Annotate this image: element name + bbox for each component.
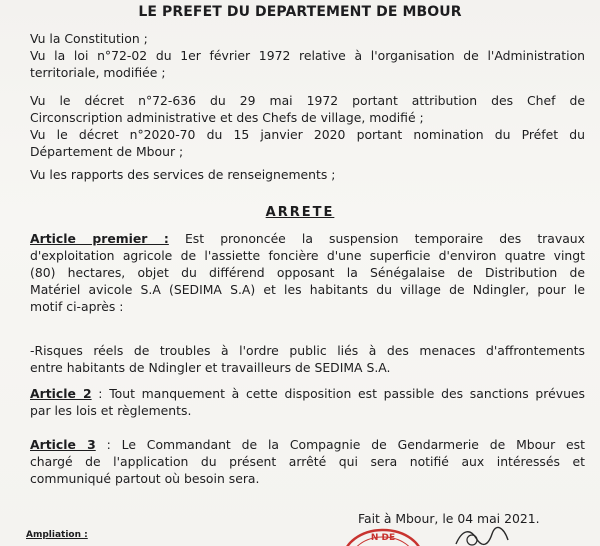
article-3-line3: communiqué partout où besoin sera. [30,471,260,486]
article-premier-line4: Matériel avicole S.A (SEDIMA S.A) et les habitants du village de Ndingler, pour le [30,282,585,297]
stamp-icon [338,526,428,546]
article-premier-line3: (80) hectares, objet du différend opposant la Sénégalaise de Distribution de [30,265,585,280]
ampliation-label: Ampliation : [26,530,88,540]
visa-decret2-line2: Département de Mbour ; [30,144,184,159]
document-title: LE PREFET DU DEPARTEMENT DE MBOUR [138,4,462,20]
article-2 [30,385,585,419]
motif-line2: entre habitants de Ndingler et travailleurs de SEDIMA S.A. [30,360,391,375]
visa-decret2-line1: Vu le décret n°2020-70 du 15 janvier 2020 portant nomination du Préfet du [30,127,585,142]
article-premier [30,230,585,315]
official-stamp [338,526,428,546]
article-premier-label: Article premier : [30,231,169,246]
fait-a-mbour: Fait à Mbour, le 04 mai 2021. [358,511,540,526]
article-3-line2: chargé de l'application du présent arrêté qui sera notifié aux intéressés et [30,454,585,469]
visa-loi-line2: territoriale, modifiée ; [30,65,166,80]
article-premier-line2: d'exploitation agricole de l'assiette foncière d'une superficie d'environ quatre vingt [30,248,585,263]
visa-rapports: Vu les rapports des services de renseignements ; [30,167,336,182]
visa-loi-line1: Vu la loi n°72-02 du 1er février 1972 relative à l'organisation de l'Administration [30,48,585,63]
motif-line1: -Risques réels de troubles à l'ordre public liés à des menaces d'affrontements [30,343,585,358]
article-premier-line5: motif ci-après : [30,299,124,314]
article-2-line1: : Tout manquement à cette disposition est passible des sanctions prévues [91,386,585,401]
signature-icon [452,526,512,546]
signature [452,526,512,546]
article-3-line1: : Le Commandant de la Compagnie de Gendarmerie de Mbour est [95,437,585,452]
article-2-label: Article 2 [30,386,92,401]
visa-decret1-line2: Circonscription administrative et des Chefs de village, modifié ; [30,110,424,125]
visa-constitution: Vu la Constitution ; [30,31,148,46]
article-premier-line1: Est prononcée la suspension temporaire des travaux [168,231,585,246]
visa-decret1-line1: Vu le décret n°72-636 du 29 mai 1972 portant attribution des Chef de [30,93,585,108]
article-3 [30,436,585,487]
article-3-label: Article 3 [30,437,96,452]
stamp-text: N DE [370,533,396,543]
article-2-line2: par les lois et règlements. [30,403,192,418]
arrete-heading: ARRETE [265,205,335,220]
article-premier-motif [30,342,585,376]
